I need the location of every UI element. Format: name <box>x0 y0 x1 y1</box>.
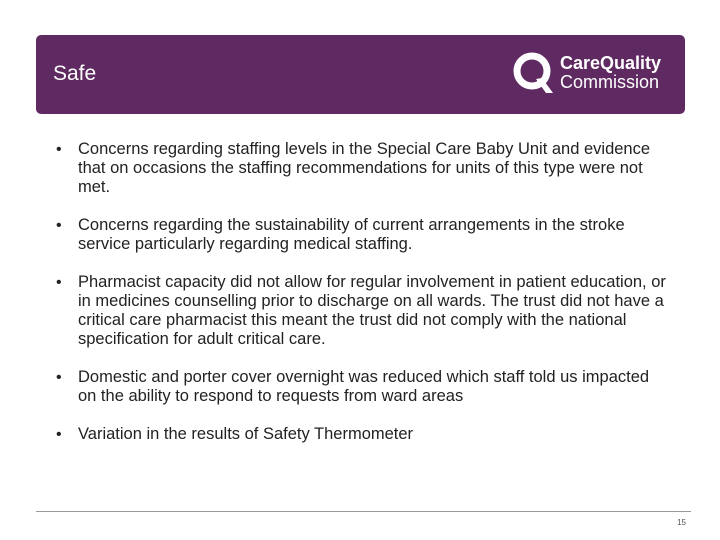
list-item <box>56 216 671 254</box>
page-number: 15 <box>677 518 686 527</box>
logo-line-1: CareQuality <box>560 53 662 73</box>
list-item <box>56 368 671 406</box>
bullet-dot: • <box>56 369 62 386</box>
logo-line-2: Commission <box>560 72 660 92</box>
bullet-text: Variation in the results of Safety Thermometer <box>78 425 414 443</box>
list-item <box>56 273 671 349</box>
bullet-dot: • <box>56 274 62 291</box>
cqc-q-logo-icon <box>512 51 556 95</box>
logo-wordmark <box>560 54 661 92</box>
bullet-dot: • <box>56 141 62 158</box>
bullet-text: Concerns regarding the sustainability of current arrangements in the stroke service particularly regarding medical staffing. <box>78 216 625 253</box>
bullet-dot: • <box>56 217 62 234</box>
bullet-text: Concerns regarding staffing levels in the Special Care Baby Unit and evidence that on occasions the staffing recommendations for units of this type were not met. <box>78 140 651 196</box>
header-banner <box>36 35 685 114</box>
page-title: Safe <box>53 62 97 85</box>
footer-divider <box>36 511 691 512</box>
list-item <box>56 425 671 444</box>
bullet-dot: • <box>56 426 62 443</box>
list-item <box>56 140 671 197</box>
bullet-list <box>56 140 671 463</box>
cqc-logo <box>512 49 672 101</box>
bullet-text: Domestic and porter cover overnight was reduced which staff told us impacted on the ability to respond to requests from ward areas <box>78 368 650 405</box>
bullet-text: Pharmacist capacity did not allow for regular involvement in patient education, or in medicines counselling prior to discharge on all wards. The trust did not have a critical care pharmacist this meant the trust did not comply with the national specification for adult critical care. <box>78 273 666 348</box>
